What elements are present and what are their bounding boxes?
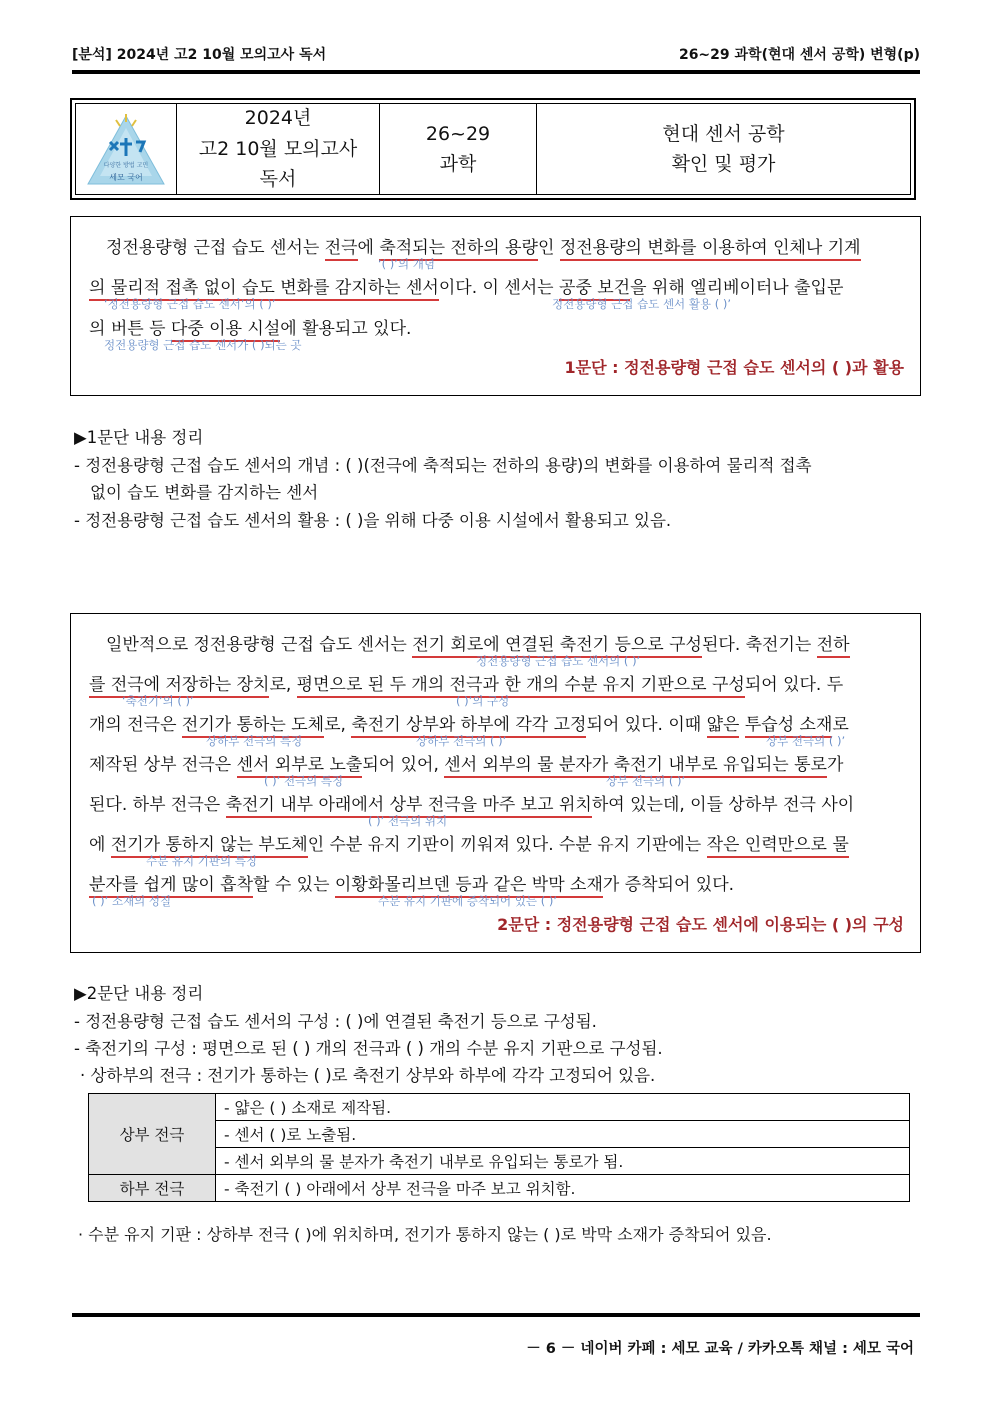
p2-note-6: 수분 유지 기판의 특징 — [146, 854, 257, 868]
semo-logo-icon — [80, 106, 172, 192]
p2-line-2: 를 전극에 저장하는 장치로, 평면으로 된 두 개의 전극과 한 개의 수분 유지 기판으로 구성되어 있다. 두 — [89, 670, 843, 695]
p2-summary: 2문단 : 정전용량형 근접 습도 센서에 이용되는 ( )의 구성 — [497, 915, 904, 934]
p2-note-4a: ( )’ 전극의 특징 — [264, 774, 344, 788]
upper-electrode-row-2: - 센서 ( )로 노출됨. — [216, 1121, 910, 1148]
p2-line-7: 분자를 쉽게 많이 흡착할 수 있는 이황화몰리브덴 등과 같은 박막 소재가 증착되어 있다. — [89, 870, 734, 895]
upper-electrode-head: 상부 전극 — [89, 1094, 216, 1175]
p1-line-2: 의 물리적 접촉 없이 습도 변화를 감지하는 센서이다. 이 센서는 공중 보건을 위해 엘리베이터나 출입문 — [89, 273, 843, 298]
logo-text-1: 다양한 방법 고민 — [103, 162, 149, 169]
org2-item-1: - 정전용량형 근접 습도 센서의 구성 : ( )에 연결된 축전기 등으로 구성됨. — [74, 1012, 597, 1031]
p1-note-1: ‘( )’의 개념 — [378, 257, 435, 271]
topic-cell — [537, 104, 910, 194]
title-table — [70, 98, 916, 200]
exam-year: 2024년 — [244, 107, 312, 130]
logo-text-2: 세모 국어 — [109, 173, 143, 182]
topic-title: 현대 센서 공학 — [662, 122, 785, 145]
question-range: 26~29 — [425, 122, 491, 145]
org1-item-1a: - 정전용량형 근접 습도 센서의 개념 : ( )(전극에 축적되는 전하의 용량)의 변화를 이용하여 물리적 접촉 — [74, 456, 812, 475]
p2-line-6: 에 전기가 통하지 않는 부도체인 수분 유지 기판이 끼워져 있다. 수분 유지 기판에는 작은 인력만으로 물 — [89, 830, 849, 855]
org2-item-2: - 축전기의 구성 : 평면으로 된 ( ) 개의 전극과 ( ) 개의 수분 유지 기판으로 구성됨. — [74, 1039, 663, 1058]
lower-electrode-head: 하부 전극 — [89, 1175, 216, 1202]
p1-note-3: 정전용량형 근접 습도 센서가 ( )되는 곳 — [104, 338, 302, 352]
org1-item-1b: 없이 습도 변화를 감지하는 센서 — [90, 483, 319, 502]
question-field: 과학 — [439, 153, 477, 175]
org1-item-2: - 정전용량형 근접 습도 센서의 활용 : ( )을 위해 다중 이용 시설에서 활용되고 있음. — [74, 511, 672, 530]
org2-item-3: · 상하부의 전극 : 전기가 통하는 ( )로 축전기 상부와 하부에 각각 고정되어 있음. — [80, 1066, 656, 1085]
p2-note-7b: 수분 유지 기판에 증착되어 있는 ( )’ — [378, 894, 557, 908]
exam-name: 고2 10월 모의고사 — [198, 137, 358, 160]
p1-line-1: 정전용량형 근접 습도 센서는 전극에 축적되는 전하의 용량인 정전용량의 변화를 이용하여 인체나 기계 — [106, 233, 861, 258]
p2-note-7a: ( )’ 소재의 성질 — [92, 894, 172, 908]
p2-line-4: 제작된 상부 전극은 센서 외부로 노출되어 있어, 센서 외부의 물 분자가 축전기 내부로 유입되는 통로가 — [89, 750, 843, 775]
p2-line-1: 일반적으로 정전용량형 근접 습도 센서는 전기 회로에 연결된 축전기 등으로 구성된다. 축전기는 전하 — [106, 630, 850, 655]
p2-note-4b: 상부 전극의 ( )’ — [606, 774, 686, 788]
header-rule — [72, 70, 920, 74]
p2-note-3b: 상하부 전극의 ( )’ — [416, 734, 507, 748]
p2-line-3: 개의 전극은 전기가 통하는 도체로, 축전기 상부와 하부에 각각 고정되어 있다. 이때 얇은 투습성 소재로 — [89, 710, 849, 735]
p1-note-2b: 정전용량형 근접 습도 센서 활용 ( )’ — [552, 297, 731, 311]
electrode-table — [88, 1093, 910, 1202]
p2-line-5: 된다. 하부 전극은 축전기 내부 아래에서 상부 전극을 마주 보고 위치하여 있는데, 이들 상하부 전극 사이 — [89, 790, 854, 815]
page-header — [72, 44, 920, 66]
range-cell — [380, 104, 537, 194]
p2-note-1: 정전용량형 근접 습도 센서의 ( )’ — [476, 654, 641, 668]
org2-title: ▶2문단 내용 정리 — [74, 984, 204, 1003]
p2-note-5: ( )’ 전극의 위치 — [368, 814, 448, 828]
p1-summary: 1문단 : 정전용량형 근접 습도 센서의 ( )과 활용 — [564, 358, 904, 377]
exam-cell — [177, 104, 380, 194]
topic-subtitle: 확인 및 평가 — [671, 153, 776, 175]
p2-note-3a: 상하부 전극의 특징 — [206, 734, 303, 748]
p1-line-3: 의 버튼 등 다중 이용 시설에 활용되고 있다. — [89, 314, 411, 339]
p2-note-2b: ( )’의 구성 — [456, 694, 510, 708]
logo-cell — [76, 104, 177, 194]
lower-electrode-row-1: - 축전기 ( ) 아래에서 상부 전극을 마주 보고 위치함. — [216, 1175, 910, 1202]
p2-note-3c: 상부 전극의 ( )’ — [766, 734, 846, 748]
exam-subject: 독서 — [259, 168, 297, 191]
org1-title: ▶1문단 내용 정리 — [74, 428, 204, 447]
upper-electrode-row-3: - 센서 외부의 물 분자가 축전기 내부로 유입되는 통로가 됨. — [216, 1148, 910, 1175]
page-footer: － 6 － 네이버 카페 : 세모 교육 / 카카오톡 채널 : 세모 국어 — [526, 1341, 914, 1357]
p2-note-2a: ‘축전기’의 ( )’ — [122, 694, 194, 708]
upper-electrode-row-1: - 얇은 ( ) 소재로 제작됨. — [216, 1094, 910, 1121]
header-right: 26~29 과학(현대 센서 공학) 변형(p) — [678, 47, 920, 63]
p1-note-2a: ‘정전용량형 근접 습도 센서’의 ( )’ — [104, 297, 276, 311]
org2-item-4: · 수분 유지 기판 : 상하부 전극 ( )에 위치하며, 전기가 통하지 않는 ( )로 박막 소재가 증착되어 있음. — [78, 1225, 772, 1244]
header-left: [분석] 2024년 고2 10월 모의고사 독서 — [72, 47, 327, 63]
footer-rule — [72, 1313, 920, 1317]
